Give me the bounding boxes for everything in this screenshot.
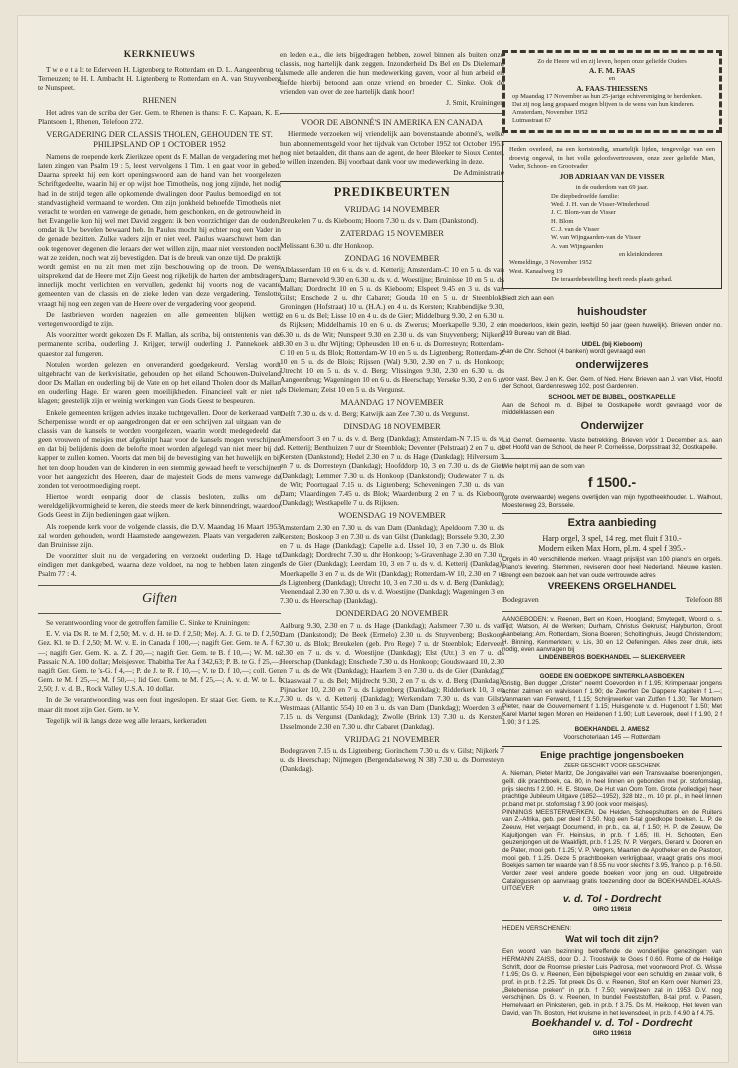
ad-phone: Telefoon 88 [685, 595, 722, 605]
ad-extra-title: Extra aanbieding [567, 517, 657, 530]
obituary-notice [502, 141, 722, 289]
ad-giro: GIRO 119618 [592, 906, 632, 914]
vergadering-paragraph: Als roepende kerk voor de volgende classis, die D.V. Maandag 16 Maart 1953 zal worden gehouden, wordt Haamstede aangewezen. Plaats van vergaderen zal dan Bruinisse zijn. [38, 521, 281, 549]
ad-line: (grote overwaarde) wegens overlijden van mijn hypotheekhouder. L. Walhout, Moesterweg 23, Borssele. [502, 494, 722, 509]
divider [502, 746, 722, 747]
obituary-line: Wemeldinge, 3 November 1952 [509, 259, 592, 267]
giften-heading: Giften [142, 590, 177, 606]
abonne-signature: De Administratie [453, 168, 504, 178]
column-left [38, 50, 281, 727]
rhenen-paragraph: Het adres van de scriba der Ger. Gem. te Rhenen is thans: F. C. Kapaan, K. E. Plantsoen 1, Rhenen, Telefoon 272. [38, 107, 281, 126]
vergadering-paragraph: De lastbrieven worden nagezien en alle gemeenten blijken wettig vertegenwoordigd te zijn. [38, 309, 281, 328]
ad-line: in moederloos, klein gezin, leeftijd 50 jaar (geen huwelijk). Brieven onder no. 319 Bureau van dit Blad. [502, 322, 722, 338]
ad-line: Aan de School m. d. Bijbel te Oostkapelle wordt gevraagd voor de middelklassen een [502, 401, 722, 417]
ad-line: Orgels in 40 verschillende merken. Vraagt prijslijst van 100 piano's en orgels. Piano's levering. Stemmen, reviseren door heel Nederland. Nieuwe kasten. Brengt een bezoek aan het van oude vertrouwde adres [502, 556, 722, 579]
ad-line: HEDEN VERSCHENEN: [502, 924, 572, 932]
ad-line: A. Nieman, Pieter Maritz, De Jongavallei van een Transvaalse boerenjongen, geïll. dik prachtboek, ca. 80, in heel linnen en gebonden met pr. stofomslag, prijs slechts f 2.90. H. E. Stowe, De Hut van Oom Tom. Grote (volledige) heer prachtige Jubileum Uitgave (1852—1952), 328 blz., m. 10 pr. pl., in heel linnen pr.band met pr. stofomslag f 3.90 (ook voor meisjes). [502, 770, 722, 808]
obituary-family: C. J. van de Visser [551, 225, 600, 233]
schedule-paragraph: Aalburg 9.30, 2.30 en 7 u. ds Hage (Dankdag); Aalsmeer 7.30 u. ds van Dam (Dankstond); De Beek (Ermelo) 2.30 u. ds Stuyvenberg; Boskoop 7.30 u. ds Blok; Breukelen (geb. Pro Rege) 7 u. dr Steenblok; Ederveen 2.30 en 7 u. ds v. d. Woestijne (Dankdag); Elst (Utr.) 3 en 7 u. ds Heerschap (Dankdag); Enschede 7.30 u. ds Honkoop; Goudswaard 10, 2.30 en 7 u. ds de Wit (Dankdag); Haarlem 3 en 7.30 u. ds de Gier (Dankdag); Klaaswaal 7 u. ds Bel; Mijdrecht 9.30, 2 en 7 u. ds v. d. Berg (Dankdag); Pijnacker 10, 2.30 en 7 u. ds Ligtenberg (Dankdag); Ridderkerk 10, 3 en 7.30 u. ds v. d. Ketterij (Dankdag); Werkendam 7.30 u. ds van Gilst; Westmaas (Allantic 554) 10 en 3 u. ds van Dam (Dankdag); Woerden 3 en 7.15 u. ds Vergunst (Dankdag); Zwolle (Brink 13) 7.30 u. ds Kersten; IJsselmonde 2.30 en 7.30 u. dhr Cabaret (Dankdag). [280, 620, 504, 731]
giften-paragraph: E. V. via Ds R. te M. f 2,50; M. v. d. H. te D. f 2,50; Mej. A. J. G. te D. f 2,50; Gez. Kl. te D. f 2,50; M. W. v. E. in Canada f 100,—; nagift Ger. Gem. te A. f 6,—; nagift Ger. Gem. K. a. Z. f 20,—; nagift Ger. Gem. te B. f 10,—; W. M. te Passaic N.A. 100 dollar; Meisjesver. Thabitha Ter Aa f 342,63; P. B. te G. f 25,—; nagift Ger. Gem. te 's-G. f 4,—; P. de J. te R. f 10,—; V. te D. f 10,—; coll. Ger. Gem. te M. f 25,—; M. f 50,—; lid Ger. Gem. te M. f 25,—; A. v. d. W. te L. f 2,50; J. v. d. B., Rock Valley U.S.A. 10 dollar. [38, 629, 281, 694]
announcement-line: op Maandag 17 November aa hun 25-jarige echtvereniging te herdenken. [512, 92, 703, 100]
announcement-name: A. F. M. FAAS [589, 66, 635, 76]
schedule-paragraph: Amersfoort 3 en 7 u. ds v. d. Berg (Dankdag); Amsterdam-N 7.15 u. ds v. d. Ketterij; Benthuizen 7 uur dr Steenblok; Deventer (Pelstraat) 2 en 7 u. ds Kersten (Dankstond); Hedel 2.30 en 7 u. ds Hage (Dankdag); Hilversum 3 en 7 u. ds Dorresteyn (Dankdag); Hoofddorp 10, 3 en 7.30 u. ds de Gier (Dankdag); Lemmer 7.30 u. ds Honkoop (Dankstond); Oudewater 7 u. ds de Wit; Poortugaal 7.15 u. ds Ligtenberg; Scheveningen 7.30 u. ds van Dam; Vlaardingen 7.45 u. ds Blok; Waardenburg 2 en 7 u. ds Kieboom (Dankdag); Westkapelle 7 u. ds Rijksen. [280, 433, 504, 508]
ad-line: PINNINGS MEESTERWERKEN. De Helden, Scheepshutters en de Ruiters van Z.-Afrika, geb. per deel f 3.50. Nog een 5-tal goedkope boeken. L. P. de Zeeuw, Het verjaagt Documend, in pr.b., ca. al, f 1.50; H. P. de Zeeuw, De Kajuitjongen van Fr. Heinsius, in pr.b. f 1.65; III. H. Schooten, Een geuzenjongen uit de Waakfijdt, pr.b. f 1.25; IV. P. Vergers, Gerard v. Dooren en de Pater, mooi geb. f 1.25; V. P. Vergers, Maarten de Apotheker en de Pastoor, mooi geb. f 1.25. Deze 5 prachtboeken verkrijgbaar, vraagt gratis ons mooi Boekjes samen ter waarde van f 8.55 nu voor slechts f 3.95, franco p. p. f 6.50. Verder zeer veel andere goede boeken voor jong en oud. Uitgebreide Catalogussen op aanvraag gratis toezending door de BOEKHANDEL-KAAS-UITGEVER [502, 808, 722, 893]
ad-contact-row [502, 595, 722, 604]
ad-book-title: Wat wil toch dit zijn? [565, 934, 659, 946]
schedule-paragraph: Melissant 6.30 u. dhr Honkoop. [280, 240, 374, 250]
obituary-name: JOB ADRIAAN VAN DE VISSER [559, 173, 665, 182]
divider [502, 513, 722, 514]
schedule-paragraph: Amsterdam 2.30 en 7.30 u. ds van Dam (Dankdag); Apeldoorn 7.30 u. ds Kersten; Boskoop 3 en 7.30 u. ds van Gilst (Dankdag); Borssele 9.30, 2.30 en 7 u. ds Hage (Dankdag); Capelle a.d. IJssel 10, 3 en 7.30 u. ds Blok (Dankdag); Dordrecht 7.30 u. dhr Honkoop; 's-Gravenhage 2.30 en 7.30 u. ds de Gier (Dankdag); Leerdam 10, 3 en 7 u. ds v. d. Ketterij (Dankdag); Moerkapelle 3 en 7 u. ds de Wit (Dankdag); Rotterdam-W 10, 2.30 en 7 u. ds Ligtenberg (Dankdag); Utrecht 10, 3 en 7.30 u. ds v. d. Berg (Dankdag); Veenendaal 2.30 en 7.30 u. ds v. d. Woestijne (Dankdag); Wageningen 3 en 7.30 u. ds Heerschap (Dankdag). [280, 522, 504, 606]
tweetal-paragraph: T w e e t a l: te Ederveen H. Ligtenberg te Rotterdam en D. L. Aangeenbrug te Terneuzen; te H. I. Ambacht H. Ligtenberg te Rotterdam en A. van Stuyvenberg te Nunspeet. [38, 64, 281, 93]
newspaper-page [18, 16, 728, 1062]
ad-line: Aan de Chr. School (4 banken) wordt gevraagd een [502, 348, 646, 356]
announcement-line: Dat zij nog lang gespaard mogen blijven is de wens van hun kinderen. [512, 100, 695, 108]
divider [38, 585, 281, 586]
thanks-paragraph: en leden e.a., die iets bijgedragen hebben, zowel binnen als buiten onze classis, nog hartelijk dank zeggen. Inzonderheid Ds Bel en Ds Dieleman, alsmede alle anderen die hun medewerking gaven, voor al hun arbeid en liefde hierbij betoond aan onze vriend en broeder C. Sinke. Ook de vrienden van over de zee hartelijk dank hoor! [280, 50, 504, 96]
announcement-name: A. FAAS-THIESSENS [576, 83, 648, 93]
ad-line: Een woord van bezinning betreffende de wonderlijke genezingen van HERMANN ZAISS, door D. J. Troostwijk te Goes f 0.60. Rome of de Heilige Schrift, door de Roomse priester Luis Padrosa, met voorwoord Prof. G. Wisse f 1.95; Ds G. v. Reenen, Een bijbelspiegel voor een schuldig en zwaar volk, 6 prof. in pr.b. f 2.25. Tot preek Ds G. v. Reenen, Stof en Kern over Numeri 23, „Belebenisse preken" in pr.b. f 7.50; verwijzeen zal in 1953 D.V. nog verschijnen. Ds G. v. Reenen, In bundel Feeststoffen, 8-tal prof. v. Pasen, Hemelvaart en Pinksteren, geb. in pr.b. f 3.75. Ds M. Heikoop, Het leven van David, van Th. Boston, Het kruisme in het levensdeel, in pr.b. f 4.90 à f 4.75. [502, 948, 722, 1017]
ad-school-heading: SCHOOL MET DE BIJBEL, OOSTKAPELLE [548, 394, 676, 402]
abonne-paragraph: Hiermede verzoeken wij vriendelijk aan bovenstaande abonné's, welke hun abonnementsgeld voor het tijdvak van October 1952 tot October 1953 nog niet betaalden, dit thans aan de agent, de heer Bleeker te Sioux Center, te willen inzenden. Bij voorbaat dank voor uw medewerking in deze. [280, 129, 504, 166]
ad-offer-line: Modern eiken Max Horn, pl.m. 4 spel f 395.- [538, 544, 686, 554]
thanks-signature: J. Smit, Kruiningen [446, 97, 504, 107]
obituary-family: J. C. Blom-van de Visser [551, 209, 616, 217]
announcement-line: en [608, 75, 616, 83]
obituary-family: Wed. J. H. van de Visser-Winderhoud [551, 201, 649, 209]
ad-line: Wie helpt mij aan de som van [502, 463, 585, 471]
obituary-family: en kleinkinderen [619, 250, 663, 258]
schedule-paragraph: Bodegraven 7.15 u. ds Ligtenberg; Gorinchem 7.30 u. ds v. Gilst; Nijkerk 7 u. ds Heerschap; Nijmegen (Bergendalseweg N 38) 7.30 u. ds Dorresteyn (Dankdag). [280, 746, 504, 774]
schedule-paragraph: Breukelen 7 u. ds Kieboom; Hoorn 7.30 u. ds v. Dam (Dankstond). [280, 216, 479, 226]
vergadering-paragraph: Hiertoe wordt eenparig door de classis besloten, zulks om de wereldgelijkvormigheid te keren, die steeds meer de kerk binnendringt, waardoor Gods Geest in Zijn bedieningen gaat wijken. [38, 492, 281, 520]
obituary-family: H. Blom [551, 217, 574, 225]
obituary-line: De teraardebestelling heeft reeds plaats gehad. [551, 275, 673, 283]
ad-amount: f 1500.- [587, 473, 637, 490]
predikbeurten-heading: PREDIKBEURTEN [333, 185, 451, 200]
vergadering-heading: VERGADERING DER CLASSIS THOLEN, GEHOUDEN TE ST. PHILIPSLAND OP 1 OCTOBER 1952 [46, 130, 273, 150]
giften-paragraph: Tegelijk wil ik langs deze weg alle leraars, kerkeraden [46, 715, 207, 725]
rhenen-heading: RHENEN [142, 96, 177, 106]
ad-huishoudster-title: huishoudster [577, 305, 647, 318]
obituary-line: West. Kanaalweg 19 [509, 267, 563, 275]
divider [38, 613, 281, 614]
vergadering-paragraph: Namens de roepende kerk Zierikzee opent ds F. Mallan de vergadering met het laten zingen van Psalm 19 : 5, leest vervolgens 1 Tim. 1 en gaat voor in gebed. Daarna spreekt hij een kort openingswoord aan de hand van het voorgelezen Schriftgedeelte, waarin hij er op wijst hoe Timotheüs, nog jong zijnde, het nodig had in de strijd tegen alle opkomende dwalingen door Paulus bemoedigd en tot standvastigheid vermaand te worden. Om zijn jonkheid behoefde Timotheüs niet veracht te worden en vanwege de genade, hem geschonken, en de getrouwheid in het Evangelie kon hij wel met David zeggen: ik ben voorzichtiger dan de ouden, omdat ik Uw bevelen bewaard heb. In Paulus mocht hij echter nog een Vader in de genade bezitten. Zulke vaders zijn er niet veel. Paulus waarschuwt hem dan ook tegenover degenen die leraars der wet willen zijn, maar niet verstonden noch wat ze zeiden, noch wat zij bevestigden. Dat is de breuk van onze tijd. De praktijk wordt gemist en nu zit men met zijn beschouwing op de troon. De wens uitsprekend dat de Heere met Zijn Geest nog rijkelijk de harten der ambtsdragers innerlijk mocht verlichten en vervullen, gedenkt hij voorts nog de vacante gemeenten van de classis en de zieke leden van deze vergadering. Tenslotte vraagt hij nog een zegen van de Heere over de vergadering voor geopend. [38, 151, 281, 308]
obituary-family: De diepbedroefde familie: [551, 192, 620, 200]
kerknieuws-heading: KERKNIEUWS [123, 50, 196, 60]
divider [280, 113, 504, 114]
announcement-body [508, 56, 716, 127]
ad-shop-name: BOEKHANDEL J. AMESZ [574, 726, 650, 734]
ad-uidel-heading: UIDEL (bij Kieboom) [581, 340, 643, 348]
day-heading: DONDERDAG 20 NOVEMBER [335, 609, 449, 619]
vergadering-paragraph: De voorzitter sluit nu de vergadering en verzoekt ouderling D. Hage te eindigen met dankgebed, waarna deze voldoet, na nog te hebben laten zingen Psalm 77 : 4. [38, 551, 281, 579]
abonne-heading: VOOR DE ABONNÉ'S IN AMERIKA EN CANADA [300, 118, 484, 128]
divider [502, 668, 722, 669]
column-right [502, 50, 722, 1038]
schedule-paragraph: Delft 7.30 u. ds v. d. Berg; Katwijk aan Zee 7.30 u. ds Vergunst. [280, 409, 470, 419]
ad-line: Lid Gerref. Gemeente. Vaste betrekking. Brieven vóór 1 December a.s. aan het Hoofd van de School, de heer P. Cornelisse, Dorpsstraat 32, Oostkapelle. [502, 436, 722, 452]
announcement-line: Lutmastraat 67 [512, 117, 552, 125]
ad-offer-line: Harp orgel, 3 spel, 14 reg. met fluit f 310.- [542, 534, 682, 544]
ad-line: Gristig, Ben dugger „Crister" neemt Coevorden in f 1.95; Krimpenaar jongens achter zalmen en walvissen f 1.90; de Zwerfen De Dappere Kapitein f 1.—; Vanmaren van Ferwerd, f 1.15; Schrijnwerker van Zutfen f 1.30; Ter Mortem Pieter, naar de Gouvernement f 1.15; Huisgenote v. d. Hugenoot f 1.50; Met Karel Martel tegen Moren en Heidenen f 1.90; Lutt Leveroek, deel I f 1.90, 2 f 1.90; 3 f 1.25. [502, 680, 722, 726]
vergadering-paragraph: Als voorzitter wordt gekozen Ds F. Mallan, als scriba, bij ontstentenis van de permanente scriba, ouderling J. Krijger, terwijl ouderling J. Pannekoek als quaestor zal fungeren. [38, 330, 281, 358]
day-heading: VRIJDAG 21 NOVEMBER [344, 734, 440, 744]
ad-shop-name: Boekhandel v. d. Tol - Dordrecht [531, 1017, 693, 1030]
schedule-paragraph: Alblasserdam 10 en 6 u. ds v. d. Ketterij; Amsterdam-C 10 en 5 u. ds van Dam; Barneveld 9.30 en 6.30 u. ds v. d. Woestijne; Bruinisse 10 en 5 u. ds Mallan; Dordrecht 10 en 5 u. ds Kieboom; Elspeet 9.45 en 3 u. ds van Gilst; Enschede 2 u. dhr Cabaret; Gouda 10 en 5 u. dr Steenblok; Groningen (Hofstraat) 10 u. (H.A.) en 4 u. ds Kersten; Krabbendijke 9.30, 2 en 6 u. ds Bel; Lisse 10 en 4 u. ds de Gier; Middelburg 9.30, 2 en 6.30 u. ds Rijksen; Middelharnis 10 en 6 u. ds Zwerus; Moerkapelle 9.30, 2 en 6.30 u. ds de Wit; Nunspeet 9.30 en 2.30 u. ds van Stuyvenberg; Nijkerk 9.30 en 3 u. dhr Wijting; Opheusden 10 en 6 u. ds Dorresteyn; Rotterdam-C 10 en 5 u. ds Blok; Rotterdam-W 10 en 5 u. ds Ligtenberg; Rotterdam-Z 10 en 5 u. ds de Blois; Rijssen (Wal) 9.30, 2.30 en 7 u. ds Honkoop; Utrecht 10 en 5 u. ds v. d. Berg; Vlissingen 9.30, 2.30 en 6.30 u. ds Aangeenbrug; Wageningen 10 en 6 u. ds Heerschap; Yerseke 9.30, 2 en 6 u. ds Dieleman; Zeist 10 en 5 u. ds Vergunst. [280, 265, 504, 394]
day-heading: DINSDAG 18 NOVEMBER [343, 422, 441, 432]
announcement-line: Amsterdam, November 1952 [512, 109, 588, 116]
day-heading: VRIJDAG 14 NOVEMBER [344, 204, 440, 214]
day-heading: ZATERDAG 15 NOVEMBER [340, 229, 444, 239]
obituary-line: Heden overleed, na een kortstondig, smartelijk lijden, tengevolge van een droevig ongeval, in het volle geloofsvertrouwen, onze zeer geliefde Man, Vader, Schoon- en Grootvader [509, 146, 715, 170]
ad-heading: GOEDE EN GOEDKOPE SINTERKLAASBOEKEN [539, 672, 685, 680]
ad-onderwijzer-title: Onderwijzer [580, 420, 644, 433]
ad-jongensboeken-title: Enige prachtige jongensboeken [540, 749, 684, 761]
ad-onderwijzeres-title: onderwijzeres [575, 359, 649, 372]
ad-shop-name: LINDENBERGS BOEKHANDEL — SLIEKERVEER [538, 653, 685, 661]
ad-shop-address: Voorschoterlaan 145 — Rotterdam [563, 734, 661, 742]
day-heading: MAANDAG 17 NOVEMBER [340, 397, 444, 407]
anniversary-announcement [502, 50, 722, 133]
divider [502, 920, 722, 921]
vergadering-paragraph: Notulen worden gelezen en onveranderd goedgekeurd. Verslag wordt uitgebracht van de kerkvisitatie, gehouden op het eiland Schouwen-Duiveland door Ds Mallan en ouderling bij de Vate en op het eiland Tholen door ds Mallan en ouderling Hage. Er waren geen moeilijkheden. Financieel valt er niet te klagen; geestelijk zijn er weinig werkingen van Gods Geest te bespeuren. [38, 359, 281, 406]
giften-paragraph: In de 3e verantwoording was een fout ingeslopen. Er staat Ger. Gem. te K.r., maar dit moet zijn Ger. Gem. te V. [38, 695, 281, 714]
ad-subtitle: ZEER GESCHIKT VOOR GESCHENK [564, 763, 660, 770]
day-heading: WOENSDAG 19 NOVEMBER [338, 511, 446, 521]
obituary-line: in de ouderdom van 69 jaar. [575, 184, 649, 192]
ad-line: voor vast. Bev. J en K. Ger. Gem. of Ned. Herv. Brieven aan J. van Vliet, Hoofd der School, Gardenresweg 102, post Gardenren. [502, 375, 722, 391]
obituary-family: A. van Wijngaarden [551, 242, 604, 250]
ad-giro: GIRO 119618 [592, 1030, 632, 1038]
ad-shop-name: v. d. Tol - Dordrecht [562, 893, 662, 906]
divider [502, 611, 722, 612]
giften-paragraph: Se verantwoording voor de getroffen familie C. Sinke te Kruiningen: [46, 617, 250, 627]
ad-vreekens-title: VREEKENS ORGELHANDEL [547, 581, 677, 593]
obituary-family: W. van Wijngaarden-van de Visser [551, 234, 642, 242]
divider [280, 181, 504, 182]
announcement-line: Zo de Heere wil en zij leven, hopen onze geliefde Ouders [537, 58, 687, 65]
column-middle [280, 50, 504, 776]
divider [502, 458, 722, 459]
vergadering-paragraph: Enkele gemeenten krijgen advies inzake tuchtgevallen. Door de kerkeraad van Scherpenisse wordt er op aangedrongen dat er een schrijven zal uitgaan van de classis van de kansels te worden voorgelezen, waarin wordt medegedeeld dat geen vrouwen of meisjes met afgeknipt haar voor de kansels mogen verschijnen en dat bij belijdenis doen de belofte moet worden afgelegd van niet meer bij de kapper te zullen komen. Voorts dat men bij de bevestiging van het huwelijk en bij het ten doop houden van de kinderen in een stemmig gewaad heeft te verschijnen voor het aangezicht des Heeren, daar de majesteit Gods de mens vanwege de zonden tot verootmoediging roept. [38, 407, 281, 490]
ad-city: Bodegraven [502, 595, 539, 605]
ad-line: Biedt zich aan een [502, 295, 554, 303]
ad-line: AANGEBODEN: v. Reenen, Bert en Koen, Hoogland; Smytegelt, Woord o. s. Tijd; Watson, Al de Werken; Durham, Christus Gekruist; Halyburton, Groot Aanbelang; Am. Rotterdam, Siona Boeren; Scholtinghuis, Jeugd Christendom; H. Binning, Kenmerkten; v. Lis, 30 en 12 Oefeningen. Alles zeer druk, iets nodig, even aanvragen bij [502, 615, 722, 654]
day-heading: ZONDAG 16 NOVEMBER [344, 254, 440, 263]
